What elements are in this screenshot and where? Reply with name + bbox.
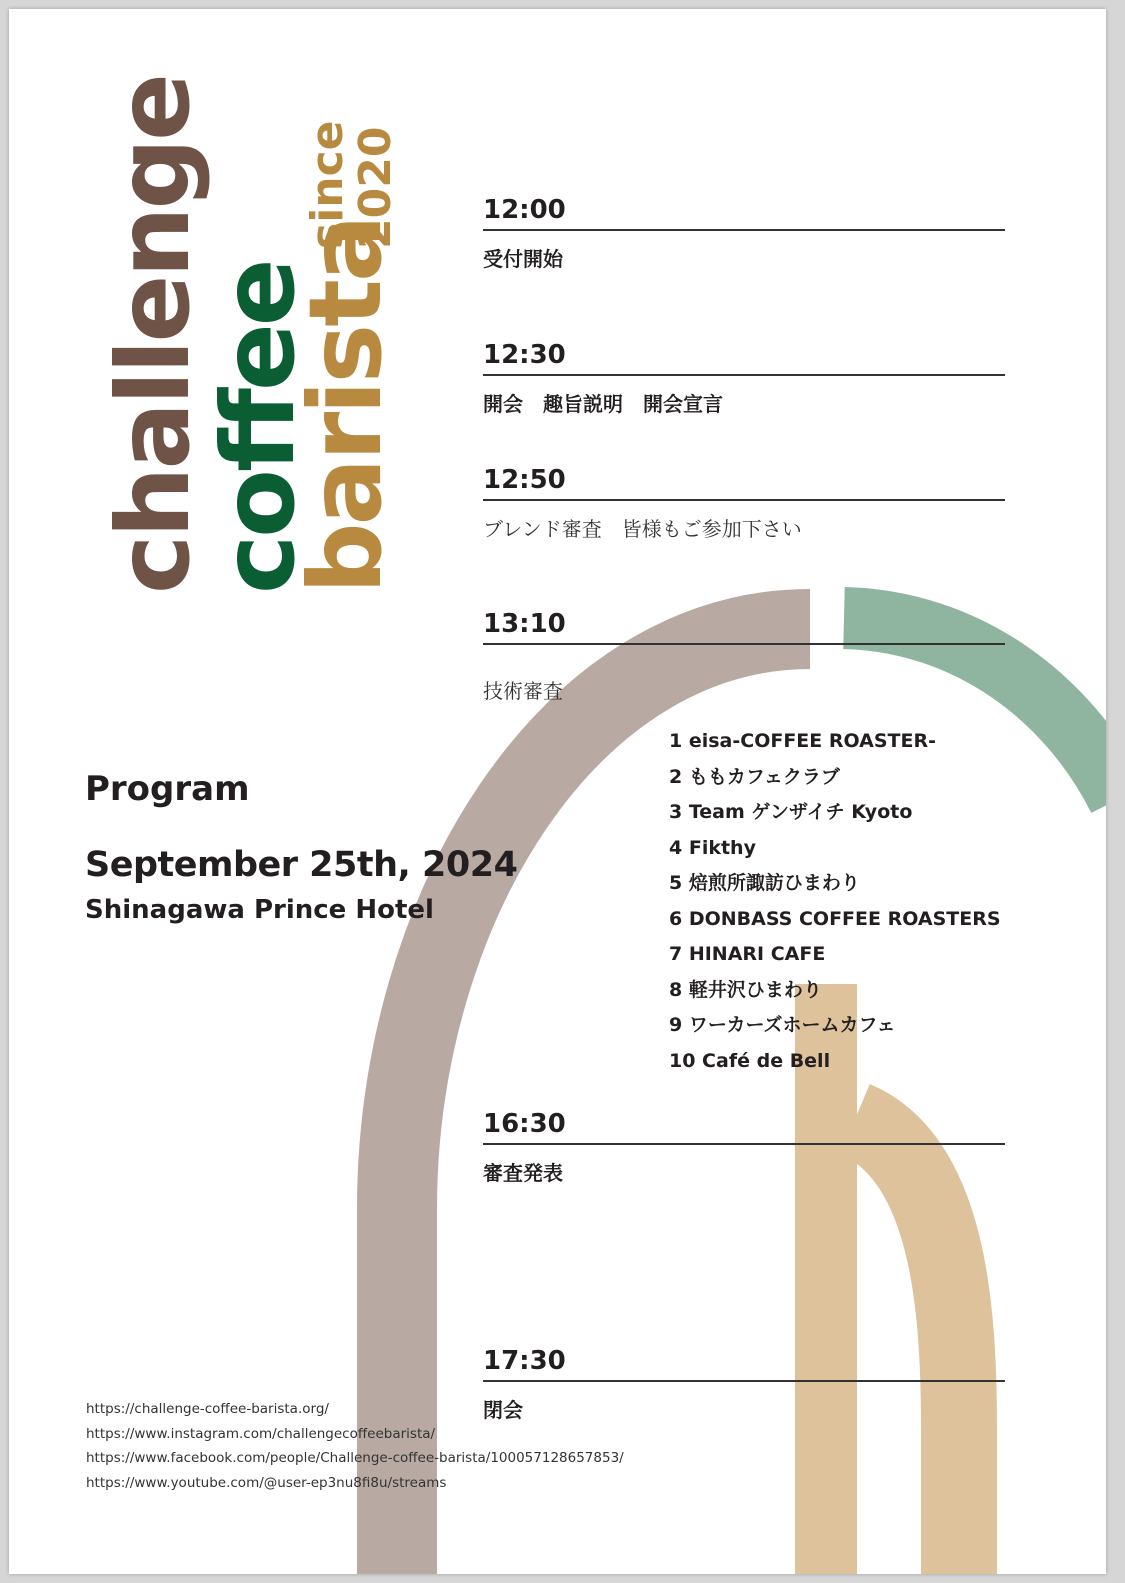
logo-since: since [302, 120, 353, 249]
youtube-link[interactable]: https://www.youtube.com/@user-ep3nu8fi8u/streams [86, 1474, 447, 1491]
competitor-item: 2 ももカフェクラブ [669, 765, 840, 788]
slot-divider [483, 499, 1005, 501]
logo-word-barista: barista [287, 217, 404, 594]
schedule-slot [483, 195, 1005, 272]
program-page [9, 9, 1106, 1574]
slot-time: 13:10 [483, 609, 566, 639]
instagram-link[interactable]: https://www.instagram.com/challengecoffeebarista/ [86, 1425, 436, 1442]
slot-divider [483, 374, 1005, 376]
slot-description: 閉会 [483, 1398, 523, 1422]
logo-word-challenge: challenge [95, 76, 212, 594]
schedule-slot [483, 465, 1005, 542]
slot-time: 12:50 [483, 465, 566, 495]
competitor-list [669, 727, 1001, 1082]
slot-description: 審査発表 [483, 1161, 563, 1185]
competitor-item: 7 HINARI CAFE [669, 943, 826, 965]
competitor-item: 4 Fikthy [669, 836, 756, 859]
slot-time: 12:30 [483, 340, 566, 370]
facebook-link[interactable]: https://www.facebook.com/people/Challenge-coffee-barista/100057128657853/ [86, 1450, 624, 1466]
slot-description: ブレンド審査 皆様もご参加下さい [483, 517, 802, 541]
schedule-slot [483, 609, 1005, 704]
slot-time: 16:30 [483, 1109, 566, 1139]
competitor-item: 8 軽井沢ひまわり [669, 978, 822, 1001]
slot-divider [483, 1380, 1005, 1382]
competitor-item: 3 Team ゲンザイチ Kyoto [669, 801, 913, 823]
event-venue: Shinagawa Prince Hotel [85, 895, 434, 925]
slot-description: 受付開始 [483, 247, 563, 271]
competitor-item: 9 ワーカーズホームカフェ [669, 1014, 896, 1036]
slot-description: 開会 趣旨説明 開会宣言 [483, 392, 723, 416]
program-heading: Program [85, 769, 250, 809]
event-date: September 25th, 2024 [85, 845, 518, 885]
logo-word-coffee: coffee [200, 261, 317, 594]
logo-year: 2020 [350, 126, 401, 249]
schedule-slot [483, 1346, 1005, 1423]
schedule-slot [483, 1109, 1005, 1186]
slot-description: 技術審査 [483, 679, 563, 703]
competitor-item: 10 Café de Bell [669, 1049, 831, 1072]
schedule-slot [483, 340, 1005, 417]
slot-divider [483, 1143, 1005, 1145]
slot-time: 12:00 [483, 195, 566, 225]
competitor-item: 5 焙煎所諏訪ひまわり [669, 872, 860, 894]
slot-divider [483, 643, 1005, 645]
competitor-item: 1 eisa-COFFEE ROASTER- [669, 730, 936, 752]
slot-divider [483, 229, 1005, 231]
slot-time: 17:30 [483, 1346, 566, 1376]
website-link[interactable]: https://challenge-coffee-barista.org/ [86, 1401, 329, 1417]
competitor-item: 6 DONBASS COFFEE ROASTERS [669, 907, 1001, 930]
